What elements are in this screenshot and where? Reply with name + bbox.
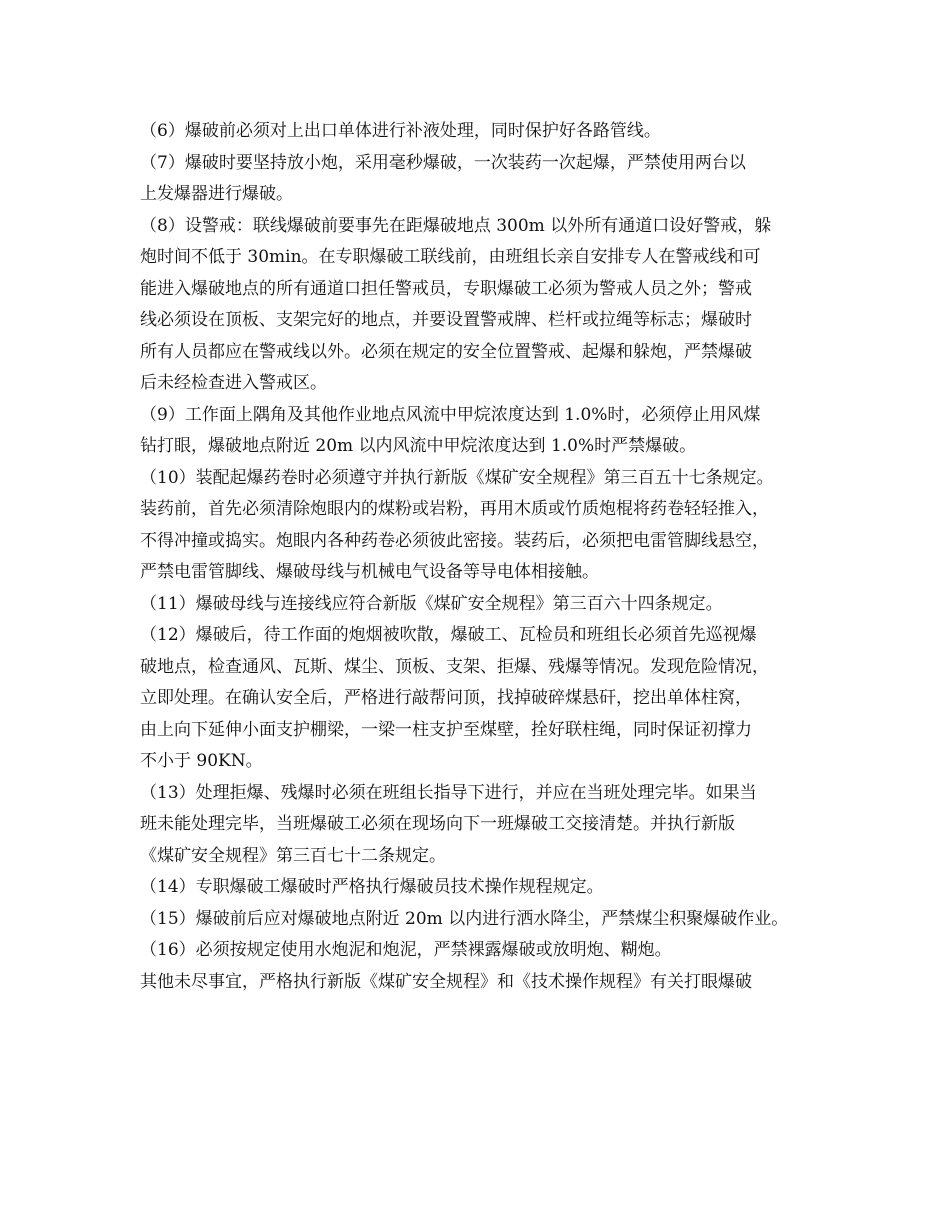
text-line: 由上向下延伸小面支护棚梁，一梁一柱支护至煤壁，拴好联柱绳，同时保证初撑力 [140,719,752,740]
text-line: （12）爆破后，待工作面的炮烟被吹散，爆破工、瓦检员和班组长必须首先巡视爆 [140,625,757,645]
text-line: （13）处理拒爆、残爆时必须在班组长指导下进行，并应在当班处理完毕。如果当 [140,782,757,803]
text-line: （7）爆破时要坚持放小炮，采用毫秒爆破，一次装药一次起爆，严禁使用两台以 [140,152,746,173]
text-line: 不小于 90KN。 [140,751,263,771]
text-line: （10）装配起爆药卷时必须遵守并执行新版《煤矿安全规程》第三百五十七条规定。 [140,467,774,488]
document-body [140,116,830,998]
text-line: （15）爆破前后应对爆破地点附近 20m 以内进行洒水降尘，严禁煤尘积聚爆破作业。 [140,908,789,929]
text-line: 其他未尽事宜，严格执行新版《煤矿安全规程》和《技术操作规程》有关打眼爆破 [140,971,752,992]
text-line: 所有人员都应在警戒线以外。必须在规定的安全位置警戒、起爆和躲炮，严禁爆破 [140,341,752,362]
text-line: （9）工作面上隅角及其他作业地点风流中甲烷浓度达到 1.0%时，必须停止用风煤 [140,404,761,425]
text-line: 后未经检查进入警戒区。 [140,373,327,393]
text-line: （16）必须按规定使用水炮泥和炮泥，严禁裸露爆破或放明炮、糊炮。 [140,940,672,960]
text-line: 上发爆器进行爆破。 [140,184,293,204]
text-line: （11）爆破母线与连接线应符合新版《煤矿安全规程》第三百六十四条规定。 [140,593,723,614]
text-line: 能进入爆破地点的所有通道口担任警戒员，专职爆破工必须为警戒人员之外；警戒 [140,278,752,299]
text-line: （8）设警戒：联线爆破前要事先在距爆破地点 300m 以外所有通道口设好警戒，躲 [140,215,772,236]
text-line: 不得冲撞或捣实。炮眼内各种药卷必须彼此密接。装药后，必须把电雷管脚线悬空， [140,530,769,551]
text-line: 破地点，检查通风、瓦斯、煤尘、顶板、支架、拒爆、残爆等情况。发现危险情况， [140,656,769,677]
text-line: 炮时间不低于 30min。在专职爆破工联线前，由班组长亲自安排专人在警戒线和可 [140,247,761,267]
text-line: 装药前，首先必须清除炮眼内的煤粉或岩粉，再用木质或竹质炮棍将药卷轻轻推入， [140,499,769,519]
text-line: 班未能处理完毕，当班爆破工必须在现场向下一班爆破工交接清楚。并执行新版 [140,814,735,834]
text-line: 线必须设在顶板、支架完好的地点，并要设置警戒牌、栏杆或拉绳等标志；爆破时 [140,310,752,330]
text-line: 钻打眼，爆破地点附近 20m 以内风流中甲烷浓度达到 1.0%时严禁爆破。 [140,436,697,456]
text-line: （6）爆破前必须对上出口单体进行补液处理，同时保护好各路管线。 [140,121,661,141]
text-line: （14）专职爆破工爆破时严格执行爆破员技术操作规程规定。 [140,877,604,897]
text-line: 严禁电雷管脚线、爆破母线与机械电气设备等导电体相接触。 [140,562,599,582]
text-line: 《煤矿安全规程》第三百七十二条规定。 [140,845,446,866]
text-line: 立即处理。在确认安全后，严格进行敲帮问顶，找掉破碎煤悬矸，挖出单体柱窝， [140,688,752,708]
